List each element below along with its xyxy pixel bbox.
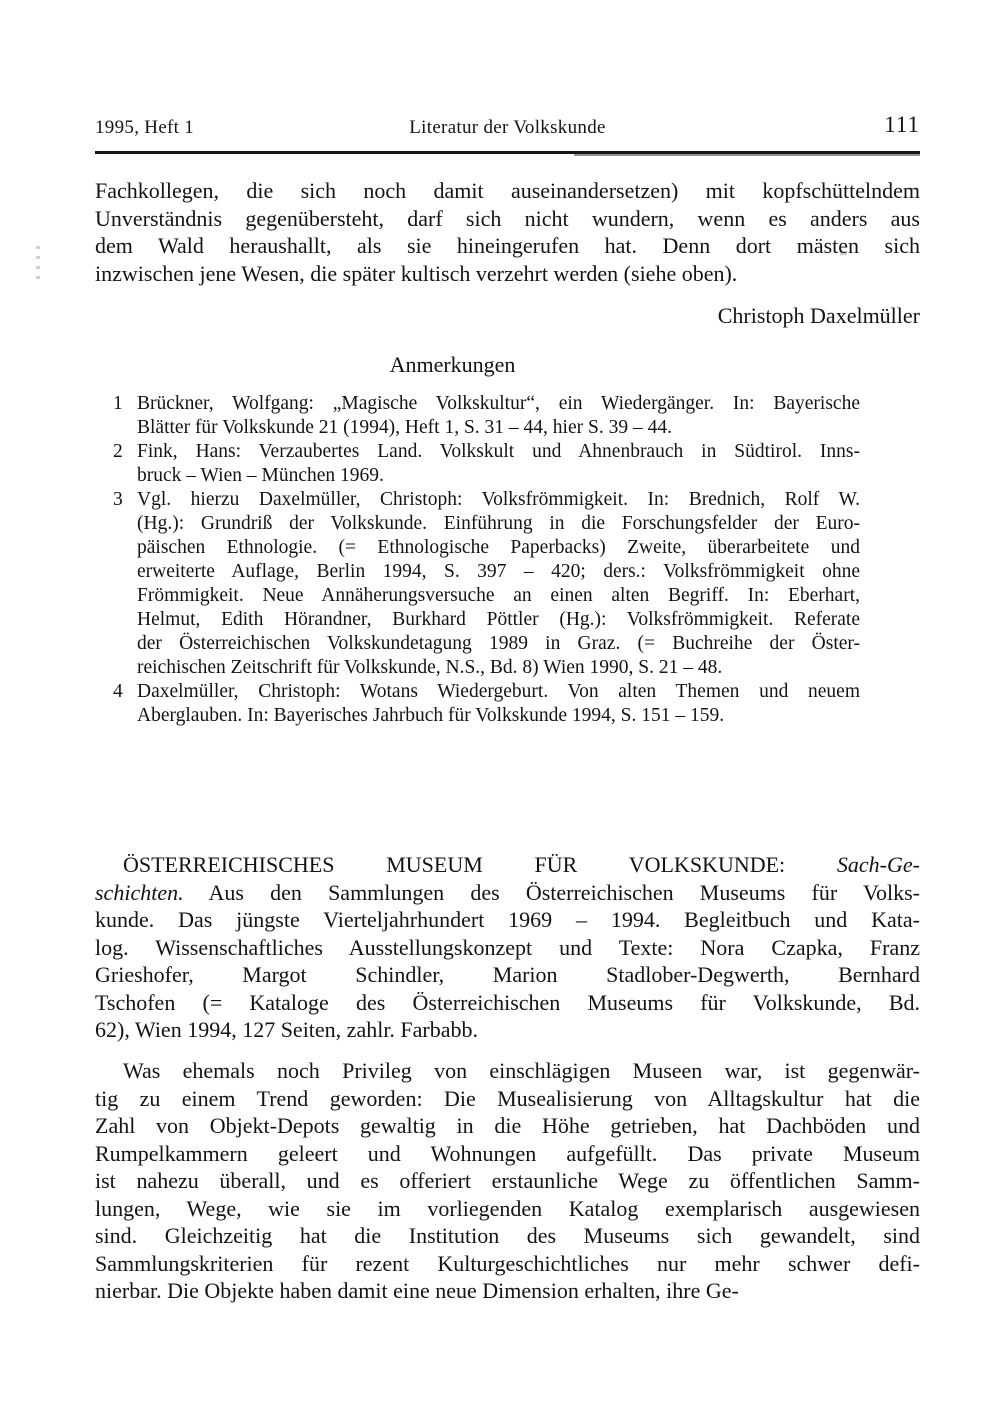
note-item-3 [95, 488, 860, 680]
text-line: sind. Gleichzeitig hat die Institution des Museums sich gewandelt, sind [95, 1223, 920, 1248]
author-signature: Christoph Daxelmüller [717, 303, 920, 328]
header-title: Literatur der Volkskunde [409, 117, 606, 138]
text-line: kunde. Das jüngste Vierteljahrhundert 1969 – 1994. Begleitbuch und Kata- [95, 907, 920, 932]
text-line: Helmut, Edith Hörandner, Burkhard Pöttler (Hg.): Volksfrömmigkeit. Referate [137, 609, 860, 630]
note-number: 3 [113, 489, 123, 510]
text-line: Tschofen (= Kataloge des Österreichischen Museums für Volkskunde, Bd. [95, 989, 920, 1015]
text-line: der Österreichischen Volkskundetagung 1989 in Graz. (= Buchreihe der Öster- [137, 633, 860, 654]
note-number: 2 [113, 441, 123, 462]
text-line: Daxelmüller, Christoph: Wotans Wiedergeburt. Von alten Themen und neuem [137, 681, 860, 702]
notes-list [95, 392, 860, 728]
note-item-2 [95, 440, 860, 488]
text-line: Rumpelkammern geleert und Wohnungen aufgefüllt. Das private Museum [95, 1140, 920, 1166]
text-line: dem Wald heraushallt, als sie hineingerufen hat. Denn dort mästen sich [95, 233, 920, 258]
citation-text: Aus den Sammlungen des Österreichischen Museums für Volks- [183, 879, 920, 905]
header-rule [95, 151, 920, 154]
text-line: Fink, Hans: Verzaubertes Land. Volkskult und Ahnenbrauch in Südtirol. Inns- [137, 441, 860, 462]
text-line: Fachkollegen, die sich noch damit auseinandersetzen) mit kopfschüttelndem [95, 178, 920, 203]
text-line: Unverständnis gegenübersteht, darf sich nicht wundern, wenn es anders aus [95, 205, 920, 231]
note-lines [137, 488, 860, 680]
text-line: Blätter für Volkskunde 21 (1994), Heft 1, S. 31 – 44, hier S. 39 – 44. [137, 417, 672, 438]
work-title-italic-part: schichten. [95, 879, 184, 905]
notes-heading: Anmerkungen [389, 352, 516, 377]
scan-artifact-left-margin [36, 246, 40, 280]
note-lines [137, 392, 860, 440]
note-lines [137, 440, 860, 488]
intro-paragraph [95, 177, 920, 287]
text-line: bruck – Wien – München 1969. [137, 465, 384, 486]
text-line: nierbar. Die Objekte haben damit eine neue Dimension erhalten, ihre Ge- [95, 1278, 739, 1303]
text-line: Aberglauben. In: Bayerisches Jahrbuch für Volkskunde 1994, S. 151 – 159. [137, 705, 725, 726]
text-line: lungen, Wege, wie sie im vorliegenden Katalog exemplarisch ausgewiesen [95, 1195, 920, 1221]
text-line: log. Wissenschaftliches Ausstellungskonzept und Texte: Nora Czapka, Franz [95, 934, 920, 960]
text-line: Frömmigkeit. Neue Annäherungsversuche an einen alten Begriff. In: Eberhart, [137, 585, 860, 606]
header-issue: 1995, Heft 1 [95, 117, 195, 138]
text-line: Grieshofer, Margot Schindler, Marion Stadlober-Degwerth, Bernhard [95, 962, 920, 987]
text-line: reichischen Zeitschrift für Volkskunde, N.S., Bd. 8) Wien 1990, S. 21 – 48. [137, 657, 723, 678]
citation-rest-lines [95, 906, 920, 1044]
text-line [95, 851, 920, 879]
text-line: tig zu einem Trend geworden: Die Musealisierung von Alltagskultur hat die [95, 1085, 920, 1111]
text-line: päischen Ethnologie. (= Ethnologische Paperbacks) Zweite, überarbeitete und [137, 537, 860, 558]
citation-institution: ÖSTERREICHISCHES MUSEUM FÜR VOLKSKUNDE: [123, 852, 837, 877]
note-item-4 [95, 680, 860, 728]
header-page-number: 111 [884, 112, 920, 137]
text-line: Zahl von Objekt-Depots gewaltig in die Höhe getrieben, hat Dachböden und [95, 1113, 920, 1138]
text-line [95, 879, 920, 907]
text-line: ist nahezu überall, und es offeriert erstaunliche Wege zu öffentlichen Samm- [95, 1168, 920, 1193]
note-number: 4 [113, 681, 123, 702]
review-body-paragraph [95, 1057, 920, 1305]
text-line: erweiterte Auflage, Berlin 1994, S. 397 – 420; ders.: Volksfrömmigkeit ohne [137, 561, 860, 582]
text-line: 62), Wien 1994, 127 Seiten, zahlr. Farbabb. [95, 1017, 479, 1042]
text-line: Sammlungskriterien für rezent Kulturgeschichtliches nur mehr schwer defi- [95, 1250, 920, 1276]
text-line: Vgl. hierzu Daxelmüller, Christoph: Volksfrömmigkeit. In: Brednich, Rolf W. [137, 489, 860, 510]
text-line: inzwischen jene Wesen, die später kultisch verzehrt werden (siehe oben). [95, 260, 738, 286]
text-line: (Hg.): Grundriß der Volkskunde. Einführung in die Forschungsfelder der Euro- [137, 513, 860, 534]
text-line: Was ehemals noch Privileg von einschlägigen Museen war, ist gegenwär- [123, 1058, 920, 1083]
note-lines [137, 680, 860, 728]
note-number: 1 [113, 393, 123, 414]
note-item-1 [95, 392, 860, 440]
review-citation-paragraph [95, 851, 920, 1044]
work-title-italic-part: Sach-Ge- [836, 852, 920, 877]
text-line: Brückner, Wolfgang: „Magische Volkskultur“, ein Wiedergänger. In: Bayerische [137, 393, 860, 414]
